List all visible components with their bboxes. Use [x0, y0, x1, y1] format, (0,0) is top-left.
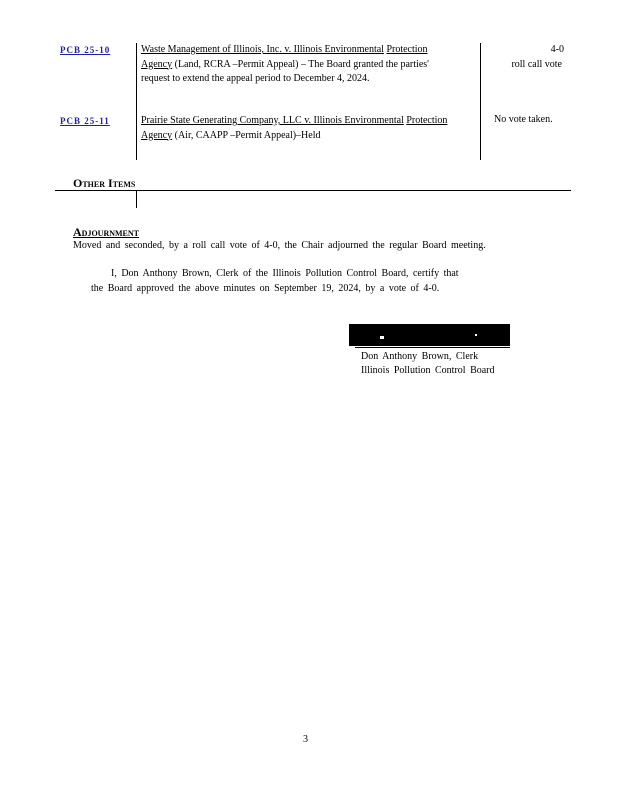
certification-line-1: I, Don Anthony Brown, Clerk of the Illinois Pollution Control Board, certify that: [111, 268, 459, 279]
case-entry-2: [141, 114, 459, 143]
certification-line-2: the Board approved the above minutes on September 19, 2024, by a vote of 4-0.: [91, 283, 440, 294]
adjournment-heading: Adjournment: [73, 225, 139, 239]
other-items-stub-rule: [136, 190, 137, 208]
case-description-1: (Land, RCRA –Permit Appeal) – The Board granted the parties' request to extend the appeal period to December 4, 2024.: [141, 58, 429, 84]
signer-name: Don Anthony Brown, Clerk: [361, 351, 479, 362]
case-vote-2: No vote taken.: [494, 114, 553, 125]
signature-mark-2: [475, 334, 477, 336]
case-table-left-rule: [136, 43, 137, 160]
case-link-pcb-25-10[interactable]: PCB 25-10: [60, 45, 111, 55]
vote-count-1: 4-0: [550, 44, 564, 55]
case-title-2a: Prairie State Generating Company, LLC v. Illinois Environmental: [141, 115, 404, 126]
other-items-heading: Other Items: [73, 176, 136, 190]
vote-detail-1: roll call vote: [511, 58, 562, 70]
page-number: 3: [303, 734, 308, 745]
signer-organization: Illinois Pollution Control Board: [361, 365, 495, 376]
case-table-right-rule: [480, 43, 481, 160]
case-vote-1: [486, 43, 582, 72]
signature-mark-1: [380, 336, 384, 339]
other-items-rule: [55, 190, 571, 191]
adjournment-text: Moved and seconded, by a roll call vote of 4-0, the Chair adjourned the regular Board meeting.: [73, 240, 486, 251]
case-title-1b: Protection Agency: [141, 44, 428, 70]
case-link-pcb-25-11[interactable]: PCB 25-11: [60, 116, 110, 126]
case-title-2b: Protection Agency: [141, 115, 448, 141]
case-title-1a: Waste Management of Illinois, Inc. v. Illinois Environmental: [141, 44, 384, 55]
case-description-2: (Air, CAAPP –Permit Appeal)–Held: [174, 129, 321, 141]
signature-redaction-block: [349, 324, 510, 346]
signature-line: [355, 347, 510, 348]
case-entry-1: [141, 43, 459, 87]
